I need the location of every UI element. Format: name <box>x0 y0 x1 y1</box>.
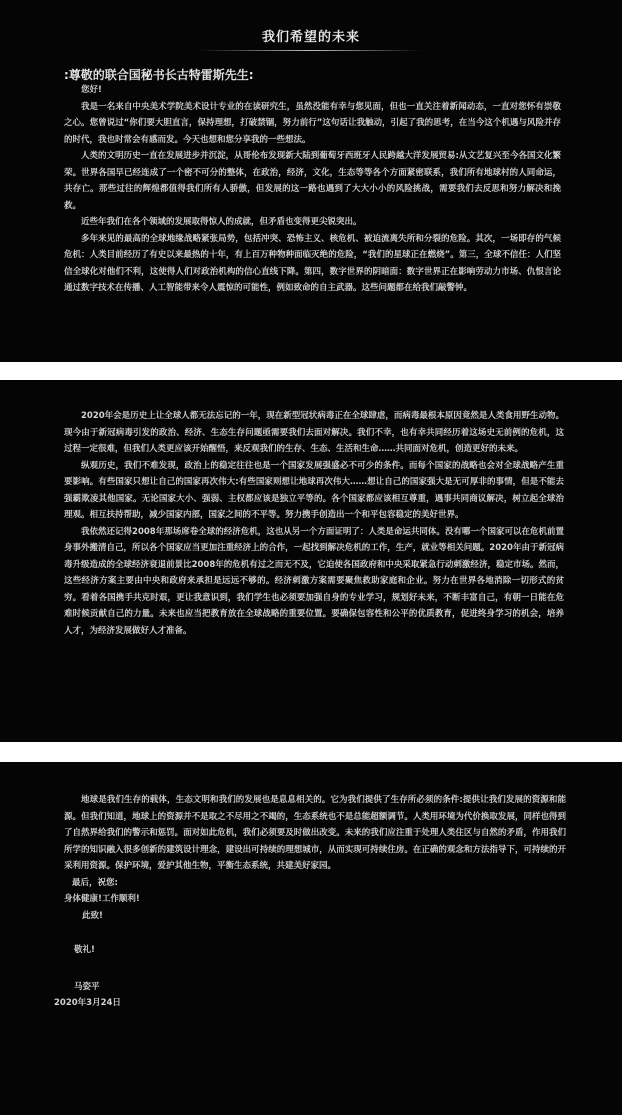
greeting: 您好! <box>81 85 102 95</box>
paragraph: 我是一名来自中央美术学院美术设计专业的在读研究生，虽然没能有幸与您见面，但也一直关注着新闻动态，一直对您怀有崇敬之心。您曾说过“你们要大胆直言，保持理想，打破禁锢，努力前行”这句话让我触动，引起了我的思考，在当今这个机遇与风险并存的时代，我也时常会有感而发。今天也想和您分享我的一些想法。 <box>64 101 561 145</box>
spacer <box>64 924 566 942</box>
closing-block <box>54 875 566 1012</box>
letter-page-2 <box>0 380 622 742</box>
page-3-body <box>54 792 566 1012</box>
paragraph: 我依然还记得2008年那场席卷全球的经济危机，这也从另一个方面证明了：人类是命运共同体。没有哪一个国家可以在危机前置身事外搬清自己，所以各个国家应当更加注重经济上的合作，一起找到解决危机的工作，生产，就业等相关问题。2020年由于新冠病毒升级造成的全球经济衰退前景比2008年的危机有过之而无不及，它迫使各国政府和中央采取紧急行动刺激经济，稳定市场。然而，这些经济方案主要由中央和政府来承担是远远不够的。经济刺激方案需要聚焦救助家庭和企业。努力在世界各地消除一切形式的贫穷。看着各国携手共克时艰，更让我意识到，我们学生也必须要加强自身的专业学习，规划好未来，不断丰富自己，有朝一日能在危难时候贡献自己的力量。未来也应当把教育放在全球战略的重要位置。要确保包容性和公平的优质教育，促进终身学习的机会，培养人才，为经济发展做好人才准备。 <box>64 526 564 636</box>
page-2-body <box>64 408 564 639</box>
letter-page-3 <box>0 762 622 1115</box>
signature: 马姿平 <box>74 981 100 992</box>
page-1-body <box>64 82 561 297</box>
closing-wish: 身体健康!工作顺利! <box>64 894 140 904</box>
closing-cizhi: 此致! <box>82 910 103 921</box>
letter-date: 2020年3月24日 <box>54 998 121 1008</box>
spacer <box>64 959 566 979</box>
paragraph: 地球是我们生存的载体，生态文明和我们的发展也是息息相关的。它为我们提供了生存所必须的条件:提供让我们发展的资源和能源。但我们知道，地球上的资源并不是取之不尽用之不竭的，生态系统也不是总能超额调节。人类用环境为代价换取发展，同样也得到了自然界给我们的警示和惩罚。面对如此危机，我们必须要及时做出改变。未来的我们应注重于处理人类住区与自然的矛盾，作用我们所学的知识融入很多创新的建筑设计理念，建设出可持续的理想城市，从而实现可持续住房。在正确的观念和方法指导下，可持续的开采利用资源。保护环境，爱护其他生物，平衡生态系统，共建美好家园。 <box>64 795 566 871</box>
paragraph: 多年来见的最高的全球地缘战略紧张局势，包括冲突、恐怖主义、核危机、被迫流离失所和分裂的危险。其次，一场即存的气候危机：人类目前经历了有史以来最热的十年，有上百万种物种面临灭绝的危险，“我们的星球正在燃烧”。第三，全球不信任：人们坚信全球化对他们不利，这使得人们对政治机构的信心直线下降。第四，数字世界的阴暗面：数字世界正在影响劳动力市场、仇恨言论通过数字技术在传播、人工智能带来令人震惊的可能性，例如致命的自主武器。这些问题都在给我们敲警钟。 <box>64 233 561 293</box>
paragraph: 近些年我们在各个领域的发展取得惊人的成就，但矛盾也变得更尖锐突出。 <box>81 217 362 227</box>
title-underline <box>200 50 422 51</box>
salutation: :尊敬的联合国秘书长古特雷斯先生: <box>64 68 254 82</box>
letter-title: 我们希望的未来 <box>261 30 360 45</box>
closing-wish-intro: 最后，祝您: <box>72 877 118 888</box>
paragraph: 人类的文明历史一直在发展进步并沉淀，从哥伦布发现新大陆到葡萄牙西班牙人民跨越大洋发展贸易:从文艺复兴至今各国文化繁荣。世界各国早已经连成了一个密不可分的整体，在政治，经济，文化，生态等等各个方面紧密联系，我们所有地球村的人同命运，共存亡。那些过往的辉煌都值得我们所有人骄傲，但发展的这一路也遇到了大大小小的风险挑战，需要我们去反思和努力解决和挽救。 <box>64 151 561 211</box>
paragraph: 纵观历史，我们不难发现，政治上的稳定往往也是一个国家发展强盛必不可少的条件。而每个国家的战略也会对全球战略产生重要影响。有些国家只想让自己的国家再次伟大:有些国家则想让地球再次伟大……想让自己的国家强大是无可厚非的事情，但是不能去强霸欺凌其他国家。无论国家大小、强弱、主权都应该是独立平等的。各个国家都应该相互尊重，遇事共同商议解决，树立起全球治理观。相互扶持帮助，减少国家内部，国家之间的不平等。努力携手创造出一个和平包容稳定的美好世界。 <box>64 460 564 520</box>
paragraph: 2020年会是历史上让全球人都无法忘记的一年，现在新型冠状病毒正在全球肆虐，而病毒最根本原因竟然是人类食用野生动物。现今由于新冠病毒引发的政治、经济、生态生存问题亟需要我们去面对解决。我们不幸，也有幸共同经历着这场史无前例的危机，这过程一定很难，但我们人类更应该开始醒悟，来反观我们的生存、生态、生活和生命……共同面对危机，创造更好的未来。 <box>64 411 564 454</box>
letter-page-1 <box>0 0 622 362</box>
closing-salute: 敬礼! <box>74 945 95 955</box>
